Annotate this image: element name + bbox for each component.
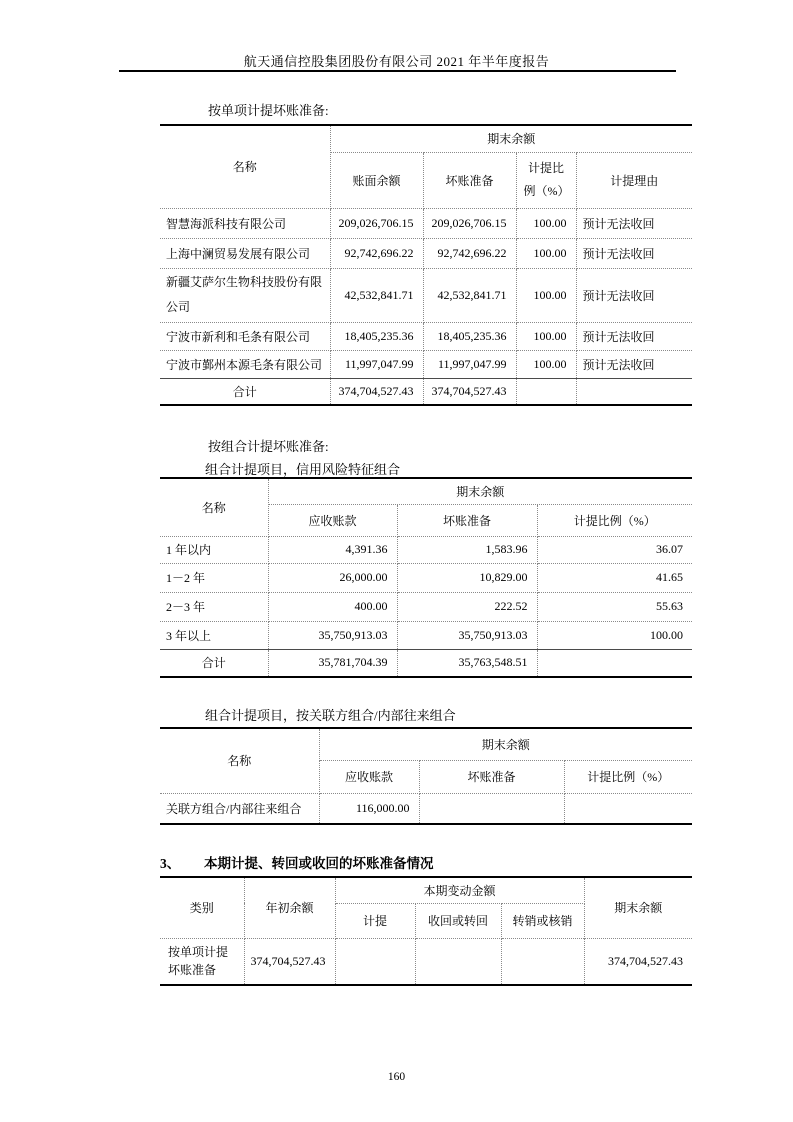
page-number: 160 xyxy=(387,1071,406,1083)
group-header-row xyxy=(160,877,692,903)
col-header-provision-ratio: 计提比例（%） xyxy=(516,152,576,208)
cell-provision-reason: 预计无法收回 xyxy=(576,322,692,350)
cell-bad-debt-provision: 10,829.00 xyxy=(397,563,537,592)
cell-category: 按单项计提坏账准备 xyxy=(160,938,244,985)
col-header-bad-debt-provision: 坏账准备 xyxy=(423,152,516,208)
cell-name: 宁波市鄞州本源毛条有限公司 xyxy=(160,350,330,378)
group-header-ending-balance: 期末余额 xyxy=(268,478,692,504)
cell-bad-debt-provision: 35,750,913.03 xyxy=(397,621,537,649)
cell-total-provision-ratio xyxy=(537,649,692,677)
cell-provision-ratio: 100.00 xyxy=(537,621,692,649)
related-party-portfolio-table xyxy=(160,727,692,825)
col-header-category: 类别 xyxy=(160,877,244,938)
cell-provision-reason: 预计无法收回 xyxy=(576,238,692,268)
col-header-accounts-receivable: 应收账款 xyxy=(268,504,397,536)
cell-total-label: 合计 xyxy=(160,378,330,405)
col-header-book-balance: 账面余额 xyxy=(330,152,423,208)
provision-changes-table xyxy=(160,876,692,986)
header-rule xyxy=(119,70,676,72)
cell-provision-ratio: 100.00 xyxy=(516,322,576,350)
table-row xyxy=(160,536,692,563)
cell-provision-ratio: 36.07 xyxy=(537,536,692,563)
report-header-title: 航天通信控股集团股份有限公司 2021 年半年度报告 xyxy=(243,54,550,69)
section2-title: 按组合计提坏账准备: xyxy=(208,439,329,454)
table-row xyxy=(160,793,692,824)
group-header-row xyxy=(160,728,692,760)
section4-title: 本期计提、转回或收回的坏账准备情况 xyxy=(204,856,434,871)
section2-subtitle: 组合计提项目，信用风险特征组合 xyxy=(205,462,401,477)
cell-provision-ratio: 55.63 xyxy=(537,592,692,621)
group-header-row xyxy=(160,125,692,152)
table-row xyxy=(160,268,692,322)
cell-book-balance: 42,532,841.71 xyxy=(330,268,423,322)
col-header-provision-reason: 计提理由 xyxy=(576,152,692,208)
table-row xyxy=(160,322,692,350)
individual-provision-table xyxy=(160,124,692,406)
cell-provision-reason: 预计无法收回 xyxy=(576,268,692,322)
cell-bad-debt-provision: 11,997,047.99 xyxy=(423,350,516,378)
col-header-provision-ratio: 计提比例（%） xyxy=(564,760,692,793)
cell-name: 上海中澜贸易发展有限公司 xyxy=(160,238,330,268)
group-header-row xyxy=(160,478,692,504)
cell-total-accounts-receivable: 35,781,704.39 xyxy=(268,649,397,677)
table-row xyxy=(160,208,692,238)
cell-accounts-receivable: 400.00 xyxy=(268,592,397,621)
col-header-written-off: 转销或核销 xyxy=(501,903,584,938)
col-header-accounts-receivable: 应收账款 xyxy=(319,760,419,793)
col-header-name: 名称 xyxy=(160,125,330,208)
cell-bad-debt-provision: 222.52 xyxy=(397,592,537,621)
table-row xyxy=(160,563,692,592)
cell-closing-balance: 374,704,527.43 xyxy=(584,938,692,985)
cell-bad-debt-provision: 209,026,706.15 xyxy=(423,208,516,238)
cell-total-bad-debt-provision: 374,704,527.43 xyxy=(423,378,516,405)
cell-bad-debt-provision xyxy=(419,793,564,824)
cell-opening-balance: 374,704,527.43 xyxy=(244,938,335,985)
cell-book-balance: 18,405,235.36 xyxy=(330,322,423,350)
cell-book-balance: 11,997,047.99 xyxy=(330,350,423,378)
cell-name: 新疆艾萨尔生物科技股份有限公司 xyxy=(160,268,330,322)
cell-provision-ratio: 100.00 xyxy=(516,238,576,268)
cell-recovered-or-reversed xyxy=(415,938,501,985)
cell-accounts-receivable: 35,750,913.03 xyxy=(268,621,397,649)
cell-bad-debt-provision: 92,742,696.22 xyxy=(423,238,516,268)
col-header-recovered-or-reversed: 收回或转回 xyxy=(415,903,501,938)
cell-provision-ratio: 100.00 xyxy=(516,268,576,322)
cell-total-label: 合计 xyxy=(160,649,268,677)
col-header-provision-ratio: 计提比例（%） xyxy=(537,504,692,536)
cell-aging: 1－2 年 xyxy=(160,563,268,592)
cell-portfolio-name: 关联方组合/内部往来组合 xyxy=(160,793,319,824)
cell-aging: 1 年以内 xyxy=(160,536,268,563)
cell-bad-debt-provision: 42,532,841.71 xyxy=(423,268,516,322)
col-header-name: 名称 xyxy=(160,728,319,793)
col-header-bad-debt-provision: 坏账准备 xyxy=(419,760,564,793)
total-row xyxy=(160,649,692,677)
cell-accounts-receivable: 26,000.00 xyxy=(268,563,397,592)
table-row xyxy=(160,350,692,378)
cell-total-bad-debt-provision: 35,763,548.51 xyxy=(397,649,537,677)
cell-total-book-balance: 374,704,527.43 xyxy=(330,378,423,405)
cell-written-off xyxy=(501,938,584,985)
total-row xyxy=(160,378,692,405)
cell-provision-reason: 预计无法收回 xyxy=(576,350,692,378)
cell-total-provision-reason xyxy=(576,378,692,405)
cell-accounts-receivable: 4,391.36 xyxy=(268,536,397,563)
table-row xyxy=(160,238,692,268)
group-header-ending-balance: 期末余额 xyxy=(330,125,692,152)
cell-name: 智慧海派科技有限公司 xyxy=(160,208,330,238)
table-row xyxy=(160,592,692,621)
col-header-accrual: 计提 xyxy=(335,903,415,938)
cell-provision-ratio xyxy=(564,793,692,824)
cell-provision-ratio: 100.00 xyxy=(516,350,576,378)
section4-number: 3、 xyxy=(160,856,181,871)
cell-aging: 2－3 年 xyxy=(160,592,268,621)
group-header-ending-balance: 期末余额 xyxy=(319,728,692,760)
section3-title: 组合计提项目，按关联方组合/内部往来组合 xyxy=(205,708,456,723)
col-header-bad-debt-provision: 坏账准备 xyxy=(397,504,537,536)
cell-provision-ratio: 100.00 xyxy=(516,208,576,238)
cell-accounts-receivable: 116,000.00 xyxy=(319,793,419,824)
cell-name: 宁波市新利和毛条有限公司 xyxy=(160,322,330,350)
cell-bad-debt-provision: 18,405,235.36 xyxy=(423,322,516,350)
cell-bad-debt-provision: 1,583.96 xyxy=(397,536,537,563)
cell-aging: 3 年以上 xyxy=(160,621,268,649)
table-row xyxy=(160,938,692,985)
cell-book-balance: 209,026,706.15 xyxy=(330,208,423,238)
col-header-name: 名称 xyxy=(160,478,268,536)
cell-provision-reason: 预计无法收回 xyxy=(576,208,692,238)
section1-title: 按单项计提坏账准备: xyxy=(208,103,329,118)
section4-heading xyxy=(160,852,434,872)
col-header-closing-balance: 期末余额 xyxy=(584,877,692,938)
cell-total-provision-ratio xyxy=(516,378,576,405)
group-header-current-changes: 本期变动金额 xyxy=(335,877,584,903)
col-header-opening-balance: 年初余额 xyxy=(244,877,335,938)
credit-risk-portfolio-table xyxy=(160,477,692,678)
cell-provision-ratio: 41.65 xyxy=(537,563,692,592)
cell-book-balance: 92,742,696.22 xyxy=(330,238,423,268)
cell-accrual xyxy=(335,938,415,985)
table-row xyxy=(160,621,692,649)
